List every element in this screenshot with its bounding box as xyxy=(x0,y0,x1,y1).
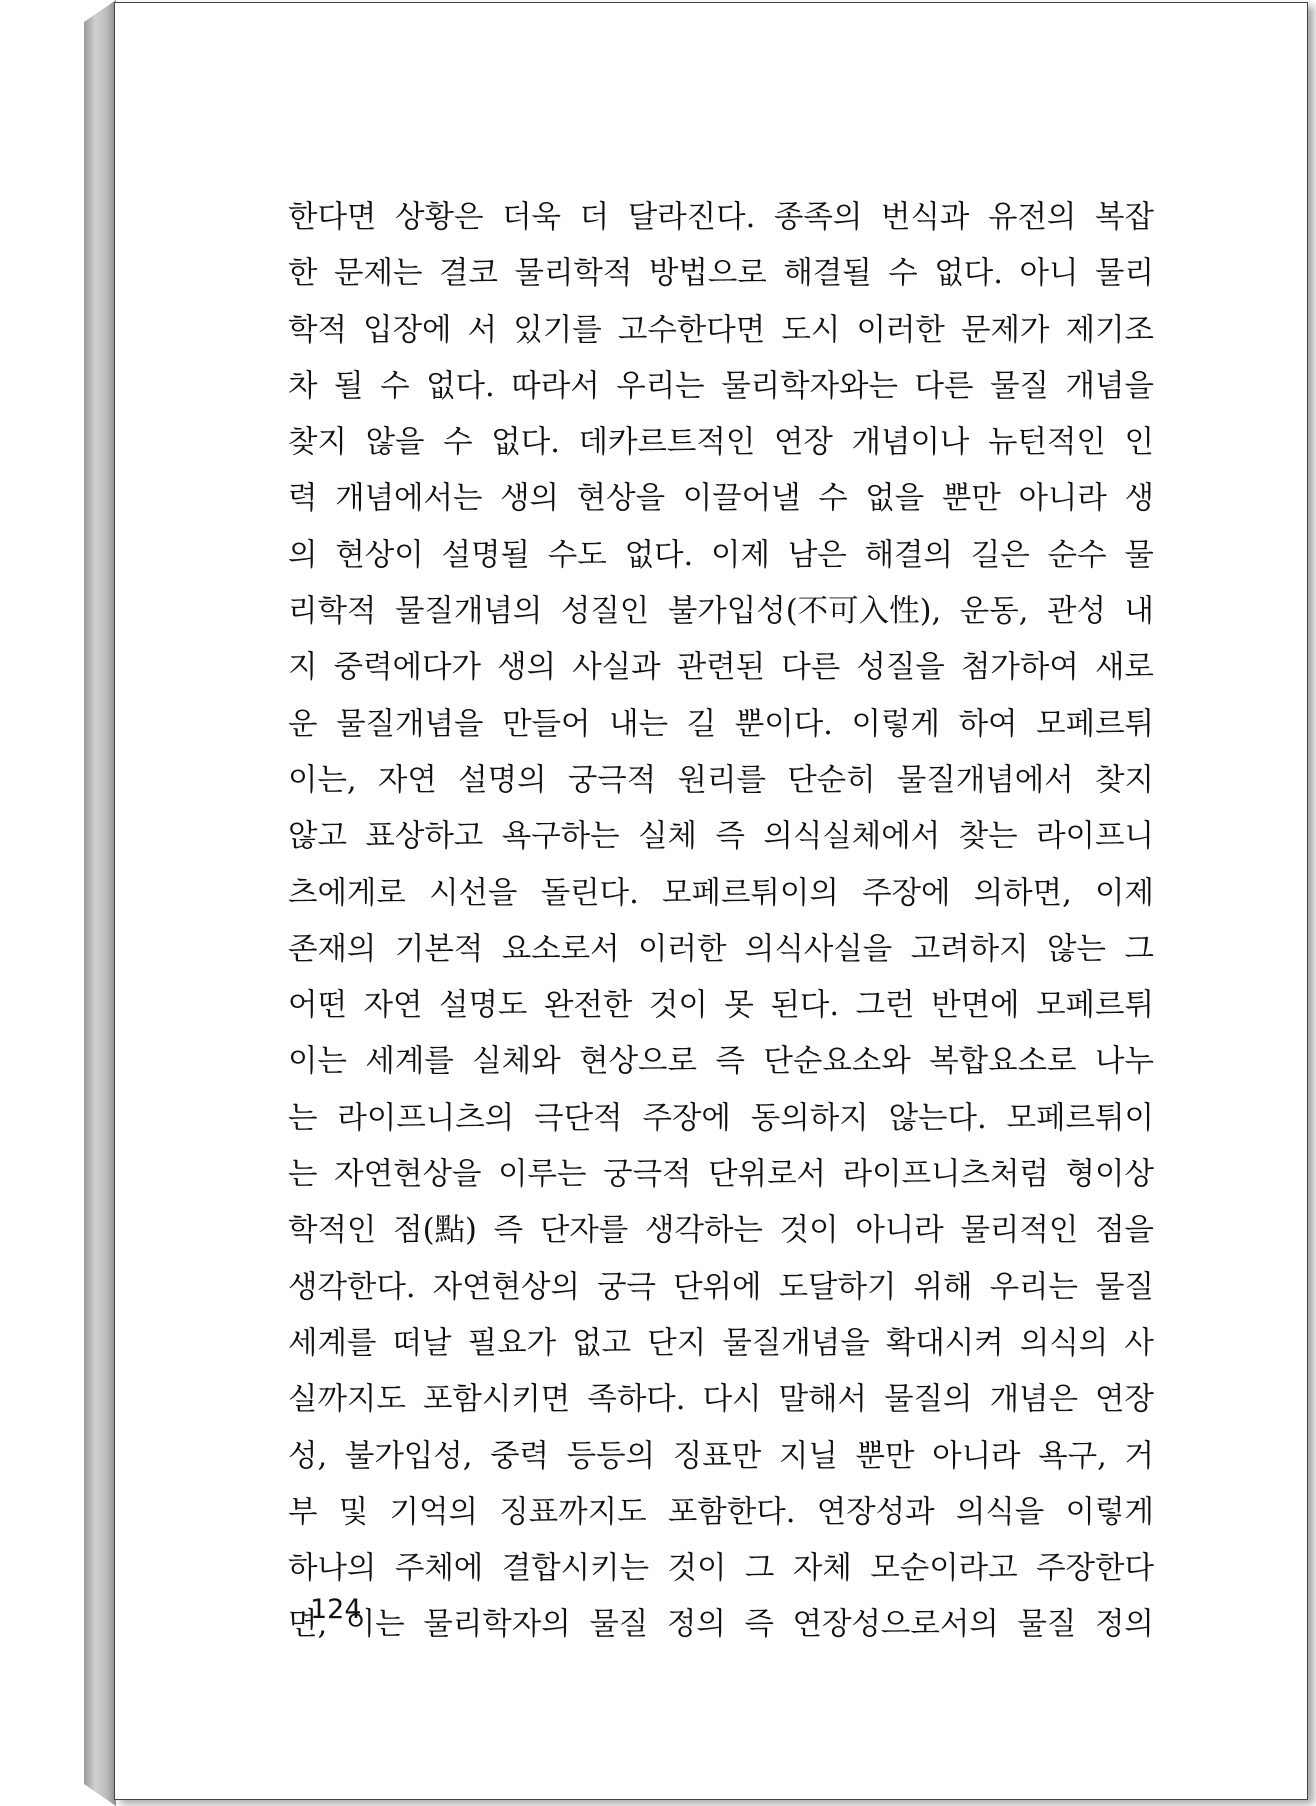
text-line: 리학적 물질개념의 성질인 불가입성(不可入性), 운동, 관성 내 xyxy=(288,594,1154,630)
page-number: 124 xyxy=(310,1594,362,1625)
text-line: 는 자연현상을 이루는 궁극적 단위로서 라이프니츠처럼 형이상 xyxy=(288,1157,1154,1193)
text-line: 한다면 상황은 더욱 더 달라진다. 종족의 번식과 유전의 복잡 xyxy=(288,200,1154,235)
text-line: 성, 불가입성, 중력 등등의 징표만 지닐 뿐만 아니라 욕구, 거 xyxy=(288,1438,1154,1474)
text-line: 세계를 떠날 필요가 없고 단지 물질개념을 확대시켜 의식의 사 xyxy=(288,1325,1154,1361)
text-line: 실까지도 포함시키면 족하다. 다시 말해서 물질의 개념은 연장 xyxy=(288,1382,1154,1418)
text-line: 차 될 수 없다. 따라서 우리는 물리학자와는 다른 물질 개념을 xyxy=(288,368,1154,404)
text-line: 이는, 자연 설명의 궁극적 원리를 단순히 물질개념에서 찾지 xyxy=(288,762,1154,798)
text-line: 학적 입장에 서 있기를 고수한다면 도시 이러한 문제가 제기조 xyxy=(288,312,1154,348)
text-line: 존재의 기본적 요소로서 이러한 의식사실을 고려하지 않는 그 xyxy=(288,931,1154,967)
text-line: 학적인 점(點) 즉 단자를 생각하는 것이 아니라 물리적인 점을 xyxy=(288,1213,1154,1249)
text-line: 력 개념에서는 생의 현상을 이끌어낼 수 없을 뿐만 아니라 생 xyxy=(288,481,1154,517)
text-line: 어떤 자연 설명도 완전한 것이 못 된다. 그런 반면에 모페르튀 xyxy=(288,988,1154,1024)
book-spine xyxy=(84,0,116,1806)
text-line: 지 중력에다가 생의 사실과 관련된 다른 성질을 첨가하여 새로 xyxy=(288,650,1154,686)
text-line: 이는 세계를 실체와 현상으로 즉 단순요소와 복합요소로 나누 xyxy=(288,1044,1154,1080)
text-line: 하나의 주체에 결합시키는 것이 그 자체 모순이라고 주장한다 xyxy=(288,1551,1154,1587)
text-line: 찾지 않을 수 없다. 데카르트적인 연장 개념이나 뉴턴적인 인 xyxy=(288,425,1154,461)
text-line: 한 문제는 결코 물리학적 방법으로 해결될 수 없다. 아니 물리 xyxy=(288,256,1154,292)
text-line: 생각한다. 자연현상의 궁극 단위에 도달하기 위해 우리는 물질 xyxy=(288,1269,1154,1305)
text-line: 않고 표상하고 욕구하는 실체 즉 의식실체에서 찾는 라이프니 xyxy=(288,819,1154,855)
text-line: 부 및 기억의 징표까지도 포함한다. 연장성과 의식을 이렇게 xyxy=(288,1494,1154,1530)
text-line: 면, 이는 물리학자의 물질 정의 즉 연장성으로서의 물질 정의 xyxy=(288,1607,1154,1643)
text-line: 는 라이프니츠의 극단적 주장에 동의하지 않는다. 모페르튀이 xyxy=(288,1100,1154,1136)
text-line: 츠에게로 시선을 돌린다. 모페르튀이의 주장에 의하면, 이제 xyxy=(288,875,1154,911)
body-text xyxy=(288,190,1154,1654)
text-line: 운 물질개념을 만들어 내는 길 뿐이다. 이렇게 하여 모페르튀 xyxy=(288,706,1154,742)
text-line: 의 현상이 설명될 수도 없다. 이제 남은 해결의 길은 순수 물 xyxy=(288,537,1154,573)
